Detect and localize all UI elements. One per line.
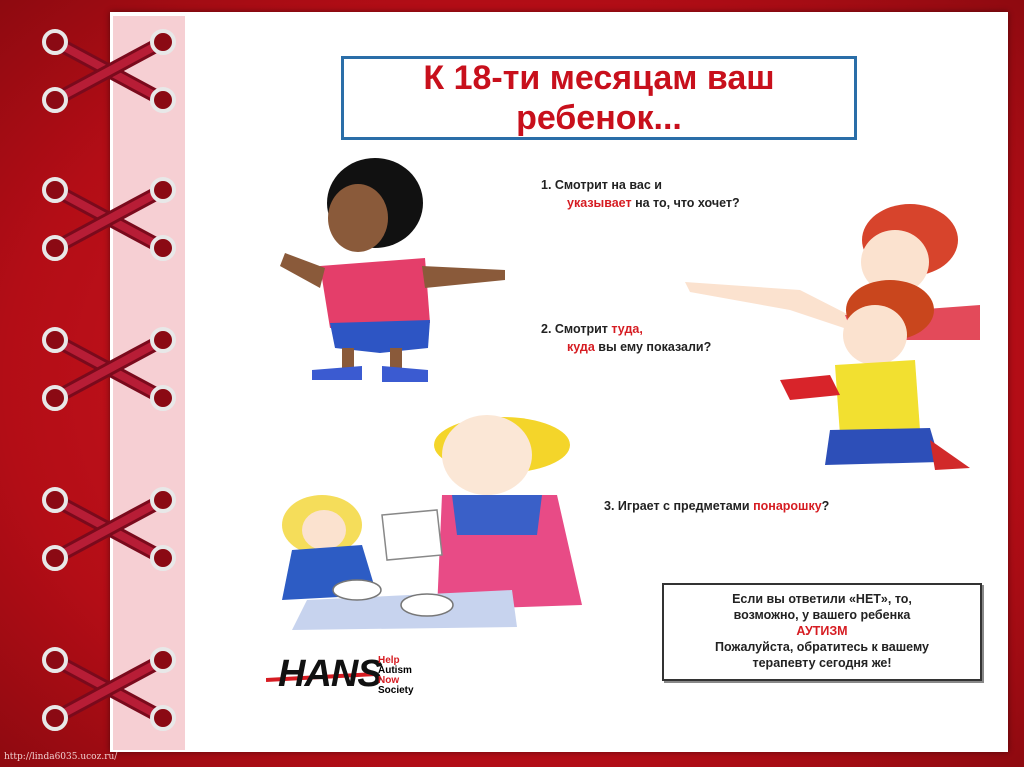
footer-url: http://linda6035.ucoz.ru/ [4,752,118,762]
hans-word-help: Help [378,655,400,666]
warning-line-5: терапевту сегодня же! [752,656,892,670]
question-1-highlight: указывает [567,196,632,210]
question-2-highlight-1: туда, [611,322,643,336]
question-3-end: ? [821,499,830,513]
question-1 [541,176,740,212]
hans-word-now: Now [378,675,400,686]
question-3 [604,497,829,515]
autism-warning-box [662,583,982,681]
lace-cross-2 [44,179,174,259]
warning-line-4: Пожалуйста, обратитесь к вашему [714,640,929,654]
lace-cross-5 [44,649,174,729]
question-3-highlight: понарошку [753,499,822,513]
question-2-line-1: 2. Смотрит [541,322,612,336]
title-box [341,56,857,140]
warning-autism-word: АУТИЗМ [796,624,848,638]
girl-doll-tea-illustration [262,395,597,640]
question-1-line-2: на то, что хочет? [631,196,740,210]
lace-cross-1 [44,31,174,111]
warning-line-1: Если вы ответили «НЕТ», то, [732,592,912,606]
hans-word-society: Society [378,685,414,696]
warning-line-2: возможно, у вашего ребенка [733,608,911,622]
question-1-line-1: 1. Смотрит на вас и [541,178,662,192]
pointing-boy-illustration [250,148,520,393]
question-3-text: 3. Играет с предметами [604,499,754,513]
question-2-line-2: вы ему показали? [594,340,712,354]
hans-logo [266,652,446,702]
hans-logo-letters: HANS [278,653,382,695]
hans-word-autism: Autism [378,665,412,676]
mother-child-illustration [680,200,990,480]
question-2 [541,320,711,356]
lace-cross-4 [44,489,174,569]
question-2-highlight-2: куда [567,340,595,354]
page-title: К 18-ти месяцам ваш ребенок... [423,59,775,137]
lace-cross-3 [44,329,174,409]
